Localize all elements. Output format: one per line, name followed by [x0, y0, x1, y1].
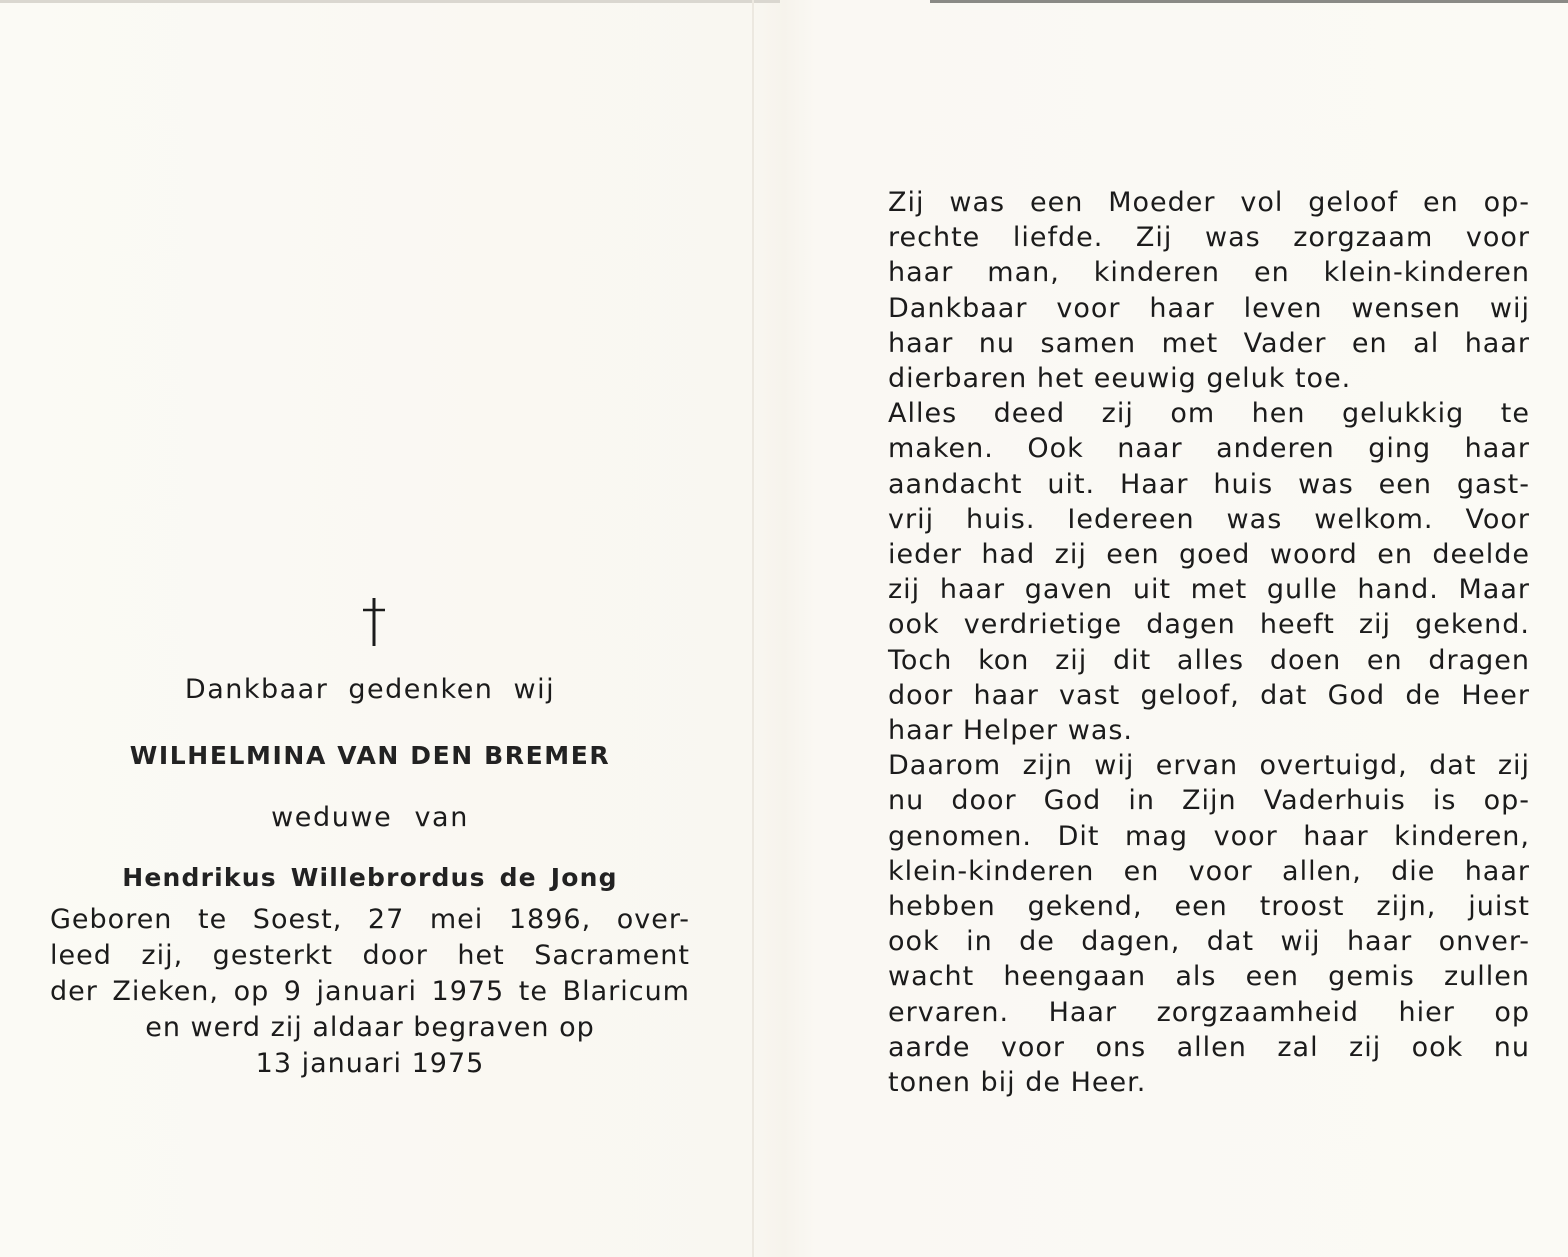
deceased-name: WILHELMINA VAN DEN BREMER	[129, 741, 611, 770]
left-panel	[40, 670, 700, 1082]
body-text-line: Alles deed zij om hen gelukkig te	[888, 398, 1530, 430]
card-top-edge-right	[930, 0, 1568, 3]
body-text-line: ook in de dagen, dat wij haar onver-	[888, 926, 1530, 958]
bio-paragraph	[40, 902, 700, 1082]
body-text-line: ervaren. Haar zorgzaamheid hier op	[888, 996, 1530, 1028]
husband-name: Hendrikus Willebrordus de Jong	[122, 863, 618, 892]
body-text-line: ieder had zij een goed woord en deelde	[888, 539, 1530, 571]
intro-text: Dankbaar gedenken wij	[184, 674, 556, 705]
card-top-edge-left	[0, 0, 780, 3]
body-text-line: haar man, kinderen en klein-kinderen	[888, 257, 1530, 289]
body-text-line: haar nu samen met Vader en al haar	[888, 327, 1530, 359]
body-text-line: Zij was een Moeder vol geloof en op-	[888, 187, 1530, 218]
body-text-line: nu door God in Zijn Vaderhuis is op-	[888, 785, 1530, 817]
bio-line: der Zieken, op 9 januari 1975 te Blaricum	[50, 976, 690, 1007]
body-text-line: wacht heengaan als een gemis zullen	[888, 961, 1530, 993]
body-text-line: dierbaren het eeuwig geluk toe.	[888, 363, 1352, 395]
body-text-line: haar Helper was.	[888, 715, 1134, 747]
relation-text: weduwe van	[271, 802, 469, 833]
bio-line: 13 januari 1975	[255, 1048, 485, 1079]
body-text-line: klein-kinderen en voor allen, die haar	[888, 855, 1530, 887]
bio-line: en werd zij aldaar begraven op	[145, 1012, 595, 1043]
body-text-line: genomen. Dit mag voor haar kinderen,	[888, 820, 1530, 852]
cross-icon	[354, 596, 394, 648]
bio-line: Geboren te Soest, 27 mei 1896, over-	[50, 904, 690, 935]
body-text-line: Dankbaar voor haar leven wensen wij	[888, 292, 1530, 324]
body-text-line: Daarom zijn wij ervan overtuigd, dat zij	[888, 750, 1530, 782]
body-text-line: maken. Ook naar anderen ging haar	[888, 433, 1530, 465]
body-text-line: rechte liefde. Zij was zorgzaam voor	[888, 222, 1530, 254]
body-text-line: ook verdrietige dagen heeft zij gekend.	[888, 609, 1530, 641]
body-text-line: zij haar gaven uit met gulle hand. Maar	[888, 574, 1530, 606]
card-fold-line	[752, 0, 754, 1257]
body-text-line: aandacht uit. Haar huis was een gast-	[888, 468, 1530, 500]
bio-line: leed zij, gesterkt door het Sacrament	[50, 940, 690, 971]
body-text-line: door haar vast geloof, dat God de Heer	[888, 679, 1530, 711]
body-text-line: vrij huis. Iedereen was welkom. Voor	[888, 503, 1530, 535]
right-panel	[888, 185, 1530, 1100]
body-text-line: hebben gekend, een troost zijn, juist	[888, 891, 1530, 923]
body-text-line: tonen bij de Heer.	[888, 1067, 1147, 1099]
body-text-line: aarde voor ons allen zal zij ook nu	[888, 1031, 1530, 1063]
body-text-line: Toch kon zij dit alles doen en dragen	[888, 644, 1530, 676]
